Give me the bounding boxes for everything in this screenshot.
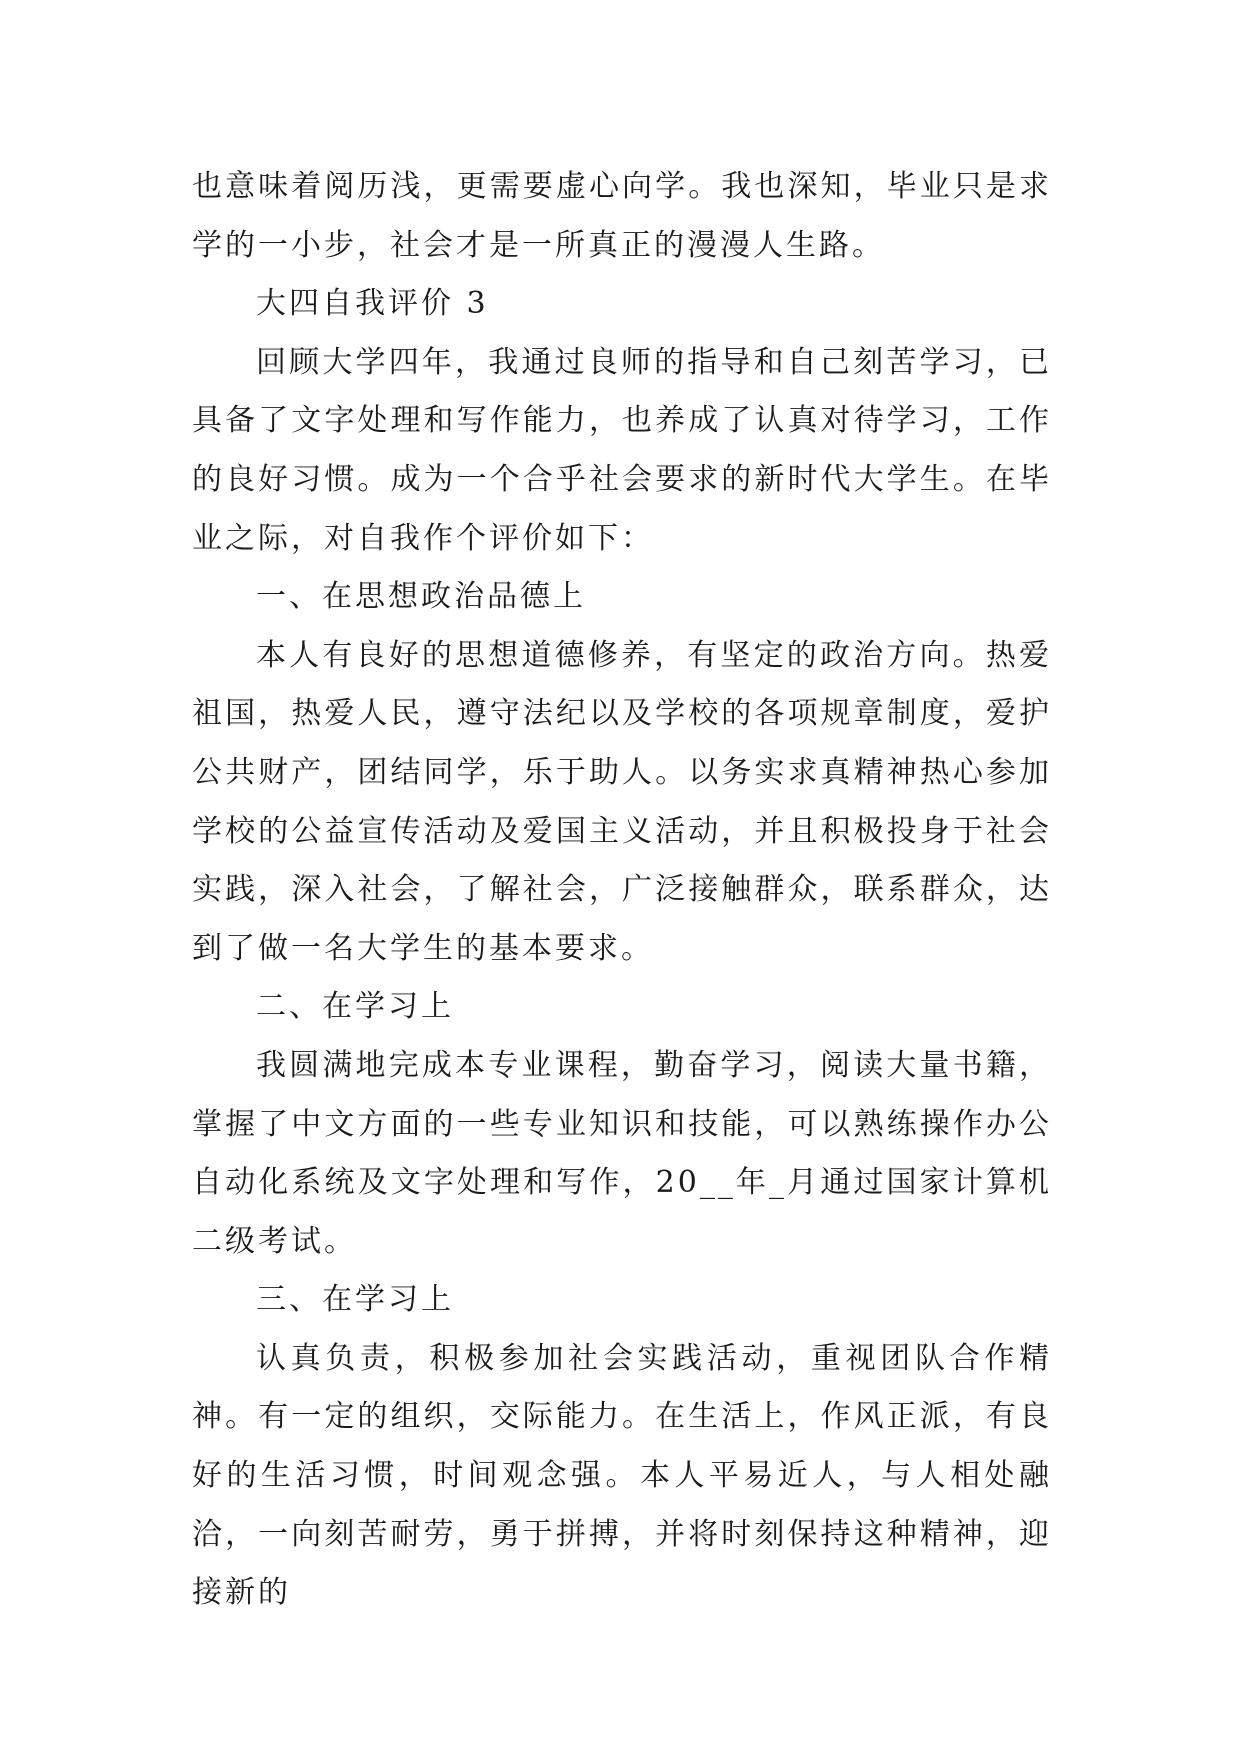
paragraph-work-life: 认真负责，积极参加社会实践活动，重视团队合作精神。有一定的组织，交际能力。在生活上，作风正派，有良好的生活习惯，时间观念强。本人平易近人，与人相处融洽，一向刻苦耐劳，勇于拼搏，并将时刻保持这种精神，迎接新的: [192, 1340, 1052, 1611]
paragraph-study: 我圆满地完成本专业课程，勤奋学习，阅读大量书籍，掌握了中文方面的一些专业知识和技能，可以熟练操作办公自动化系统及文字处理和写作，20__年_月通过国家计算机二级考试。: [192, 1047, 1052, 1259]
paragraph-intro: 回顾大学四年，我通过良师的指导和自己刻苦学习，已具备了文字处理和写作能力，也养成了认真对待学习，工作的良好习惯。成为一个合乎社会要求的新时代大学生。在毕业之际，对自我作个评价如下：: [192, 344, 1052, 556]
paragraph-continuation: 也意味着阅历浅，更需要虚心向学。我也深知，毕业只是求学的一小步，社会才是一所真正的漫漫人生路。: [192, 169, 1052, 263]
heading-study-2: 三、在学习上: [256, 1282, 454, 1318]
paragraph-ideology: 本人有良好的思想道德修养，有坚定的政治方向。热爱祖国，热爱人民，遵守法纪以及学校的各项规章制度，爱护公共财产，团结同学，乐于助人。以务实求真精神热心参加学校的公益宣传活动及爱国主义活动，并且积极投身于社会实践，深入社会，了解社会，广泛接触群众，联系群众，达到了做一名大学生的基本要求。: [192, 637, 1052, 966]
document-body: [192, 158, 1052, 1623]
section-title-evaluation-3: 大四自我评价 3: [256, 286, 489, 322]
heading-ideology: 一、在思想政治品德上: [256, 579, 586, 615]
heading-study: 二、在学习上: [256, 989, 454, 1025]
